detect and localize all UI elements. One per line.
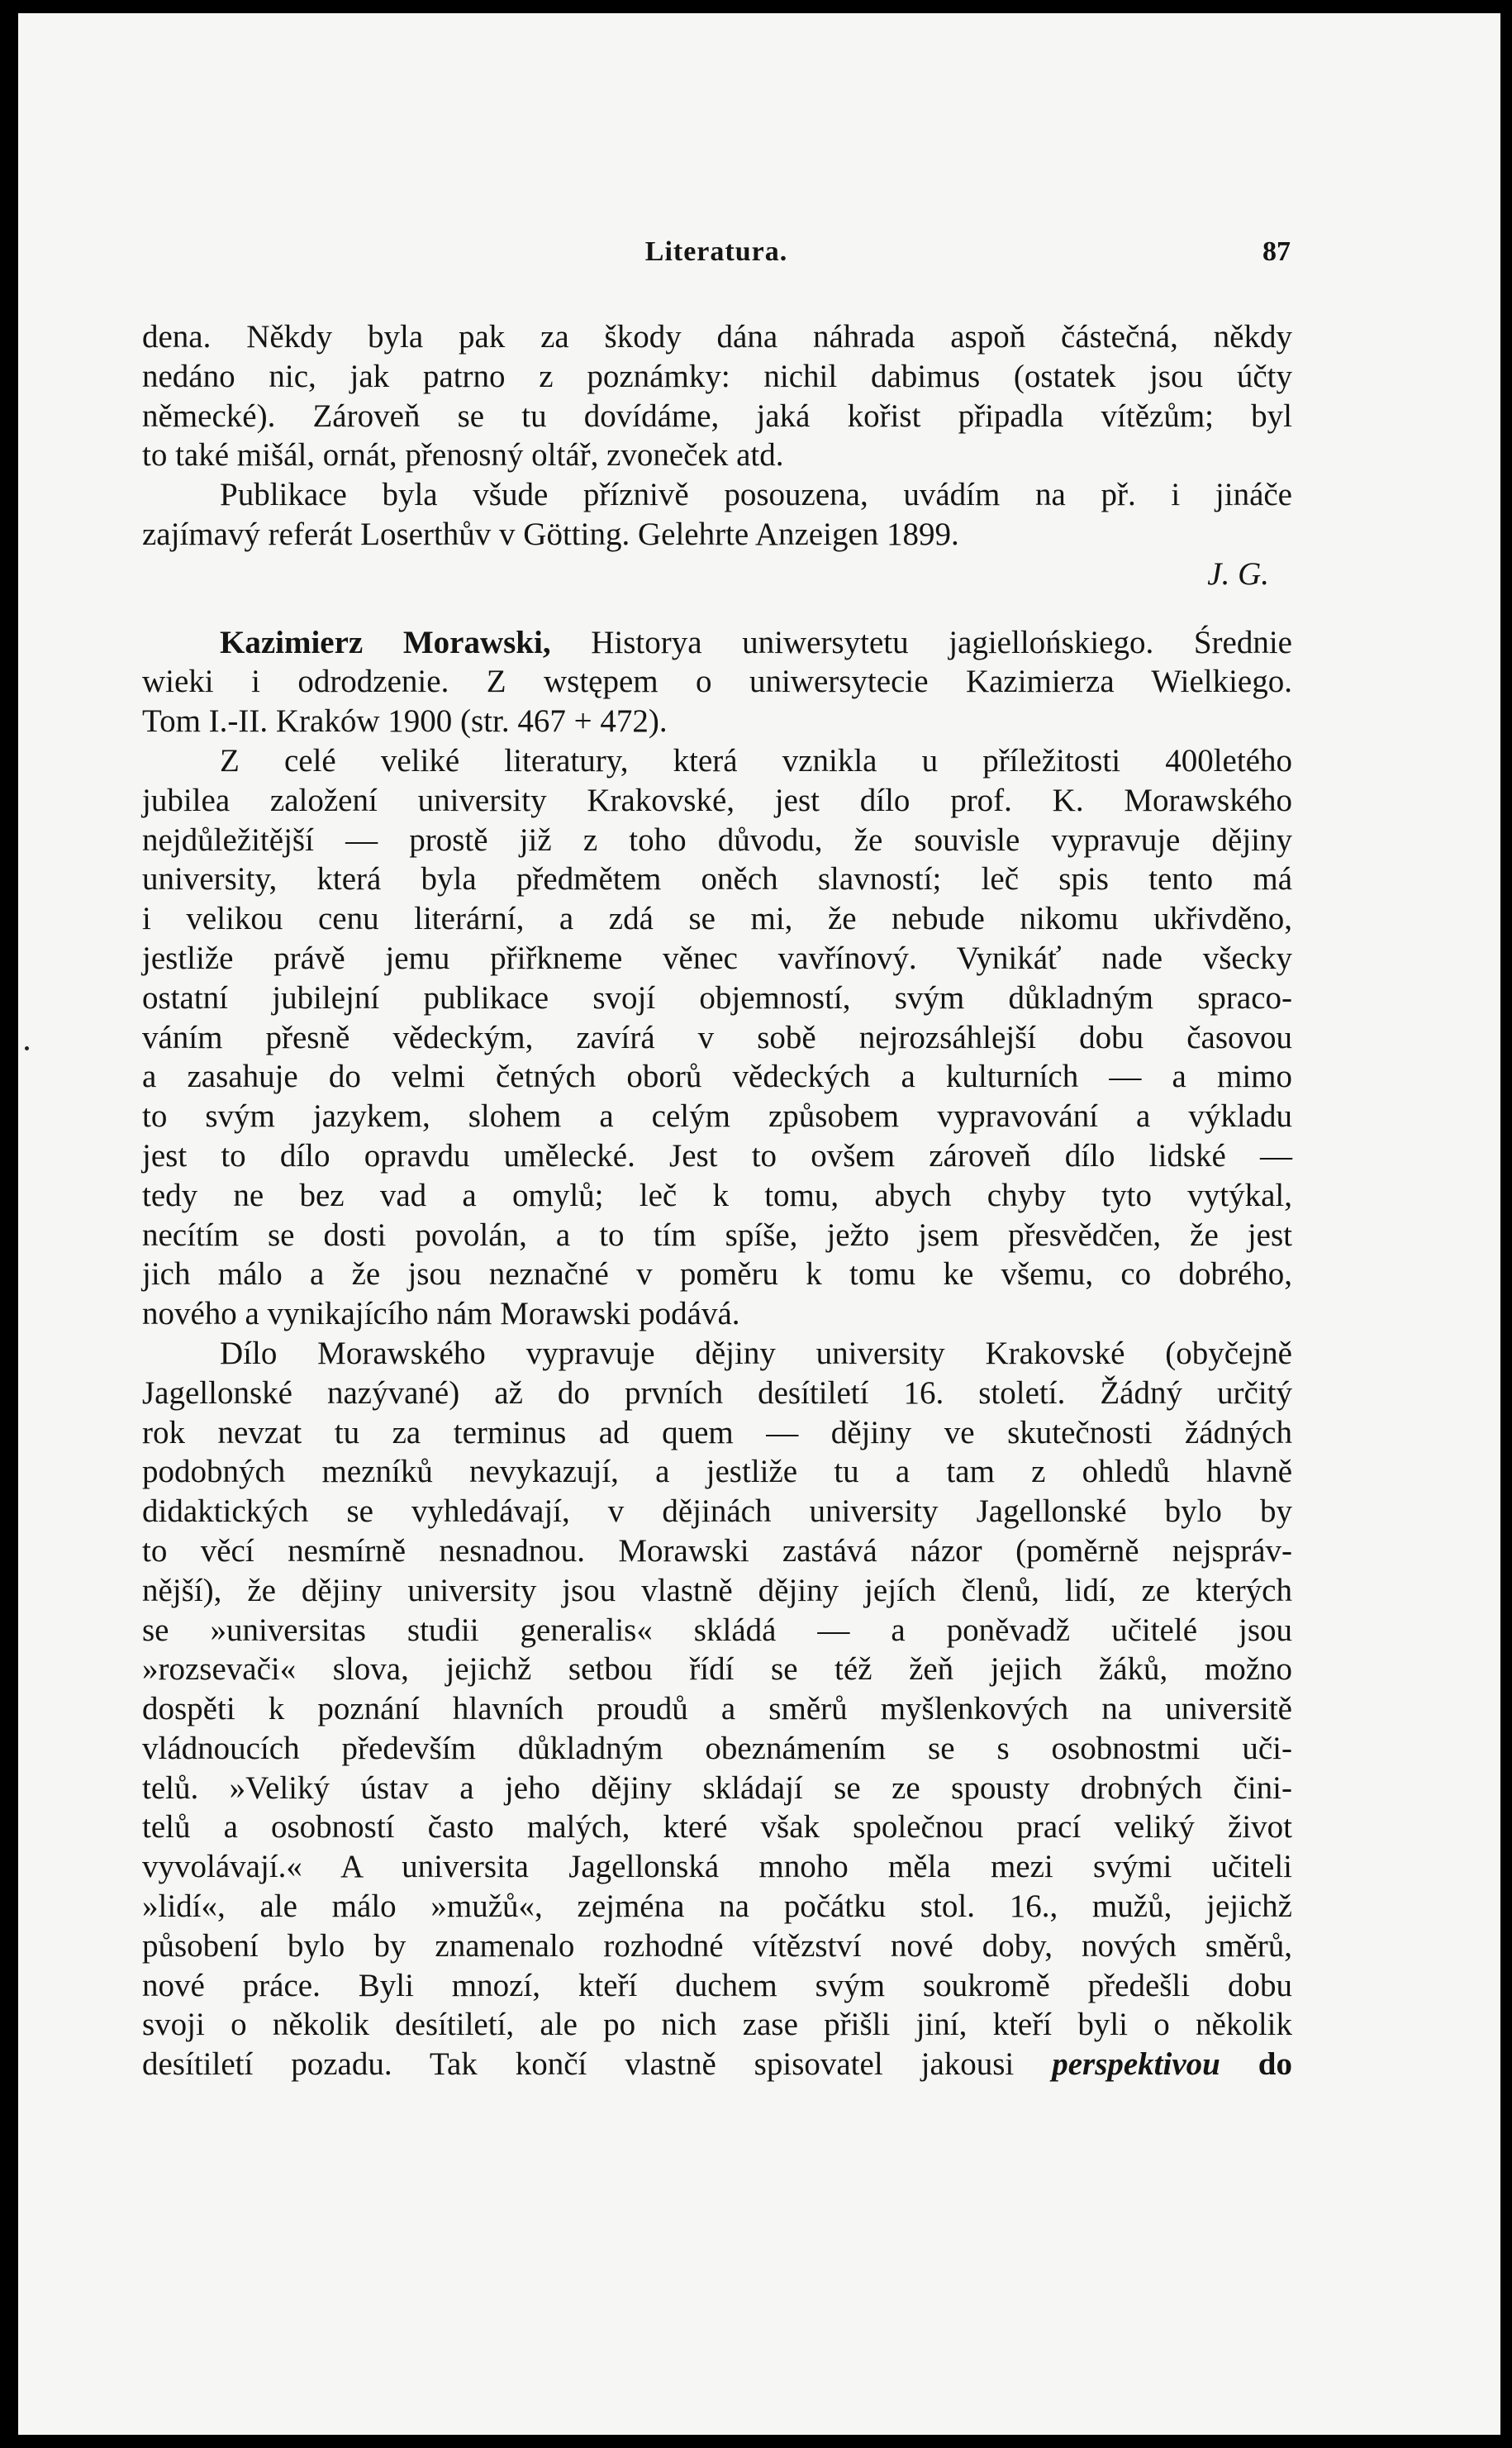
final-line-text: desítiletí pozadu. Tak končí vlastně spisovatel jakousi bbox=[142, 2046, 1015, 2083]
text-line: jest to dílo opravdu umělecké. Jest to ovšem zároveň dílo lidské — bbox=[142, 1137, 1292, 1174]
text-line: tedy ne bez vad a omylů; leč k tomu, abych chyby tyto vytýkal, bbox=[142, 1177, 1292, 1213]
book-page bbox=[18, 13, 1500, 2435]
scan-speck bbox=[25, 1046, 29, 1050]
text-line: dena. Někdy byla pak za škody dána náhrada aspoň částečná, někdy bbox=[142, 319, 1292, 355]
text-line: i velikou cenu literární, a zdá se mi, že nebude nikomu ukřivděno, bbox=[142, 901, 1292, 937]
page-number: 87 bbox=[1262, 236, 1291, 267]
text-line: vyvolávají.« A universita Jagellonská mnoho měla mezi svými učiteli bbox=[142, 1849, 1292, 1885]
text-line: se »universitas studii generalis« skládá — a poněvadž učitelé jsou bbox=[142, 1612, 1292, 1648]
text-line: to svým jazykem, slohem a celým způsobem vypravování a výkladu bbox=[142, 1098, 1292, 1135]
running-head bbox=[142, 236, 1291, 278]
text-line: nového a vynikajícího nám Morawski podává. bbox=[142, 1296, 740, 1332]
text-line: to také mišál, ornát, přenosný oltář, zvoneček atd. bbox=[142, 437, 784, 474]
text-line: nejdůležitější — prostě již z toho důvodu, že souvisle vypravuje dějiny bbox=[142, 822, 1292, 858]
text-line: nové práce. Byli mnozí, kteří duchem svým soukromě předešli dobu bbox=[142, 1967, 1292, 2003]
text-line: vládnoucích především důkladným obeznámením se s osobnostmi uči- bbox=[142, 1730, 1292, 1766]
text-line: ostatní jubilejní publikace svojí objemností, svým důkladným spraco- bbox=[142, 979, 1292, 1016]
text-line: zajímavý referát Loserthův v Götting. Gelehrte Anzeigen 1899. bbox=[142, 516, 959, 552]
running-title: Literatura. bbox=[644, 236, 788, 267]
reviewer-initials: J. G. bbox=[1207, 555, 1269, 592]
text-line: váním přesně vědeckým, zavírá v sobě nejrozsáhlejší dobu časovou bbox=[142, 1019, 1292, 1055]
review-citation-line: Kazimierz Morawski, Historya uniwersytetu jagiellońskiego. Średnie bbox=[220, 624, 1292, 660]
text-line: necítím se dosti povolán, a to tím spíše, ježto jsem přesvědčen, že jest bbox=[142, 1217, 1292, 1253]
italic-term: perspektivou bbox=[1052, 2046, 1220, 2083]
text-line: Z celé veliké literatury, která vznikla u příležitosti 400letého bbox=[220, 742, 1292, 779]
text-line: nedáno nic, jak patrno z poznámky: nichil dabimus (ostatek jsou účty bbox=[142, 358, 1292, 394]
section-gap bbox=[142, 594, 1292, 623]
text-line: didaktických se vyhledávají, v dějinách university Jagellonské bylo by bbox=[142, 1493, 1292, 1530]
text-line: a zasahuje do velmi četných oborů vědeckých a kulturních — a mimo bbox=[142, 1059, 1292, 1095]
text-line: university, která byla předmětem oněch slavností; leč spis tento má bbox=[142, 861, 1292, 898]
text-line: nější), že dějiny university jsou vlastně dějiny jejích členů, lidí, ze kterých bbox=[142, 1572, 1292, 1608]
final-word: do bbox=[1258, 2046, 1292, 2083]
text-line: rok nevzat tu za terminus ad quem — dějiny ve skutečnosti žádných bbox=[142, 1414, 1292, 1450]
text-line: to věcí nesmírně nesnadnou. Morawski zastává názor (poměrně nejspráv- bbox=[142, 1532, 1292, 1569]
text-line: Tom I.-II. Kraków 1900 (str. 467 + 472). bbox=[142, 703, 668, 740]
text-line: německé). Zároveň se tu dovídáme, jaká kořist připadla vítězům; byl bbox=[142, 398, 1292, 434]
text-line: telů. »Veliký ústav a jeho dějiny skládají se ze spousty drobných čini- bbox=[142, 1769, 1292, 1806]
text-line: »rozsevači« slova, jejichž setbou řídí se též žeň jejich žáků, možno bbox=[142, 1651, 1292, 1688]
text-line: svoji o několik desítiletí, ale po nich zase přišli jiní, kteří byli o několik bbox=[142, 2007, 1292, 2043]
body-text bbox=[142, 317, 1292, 2084]
text-line: wieki i odrodzenie. Z wstępem o uniwersytecie Kazimierza Wielkiego. bbox=[142, 664, 1292, 700]
text-line: jubilea založení university Krakovské, jest dílo prof. K. Morawského bbox=[142, 782, 1292, 818]
text-line: »lidí«, ale málo »mužů«, zejména na počátku stol. 16., mužů, jejichž bbox=[142, 1888, 1292, 1925]
text-line: Dílo Morawského vypravuje dějiny university Krakovské (obyčejně bbox=[220, 1335, 1292, 1371]
text-line: podobných mezníků nevykazují, a jestliže tu a tam z ohledů hlavně bbox=[142, 1454, 1292, 1490]
text-line-final bbox=[142, 2045, 1292, 2084]
text-line: dospěti k poznání hlavních proudů a směrů myšlenkových na universitě bbox=[142, 1691, 1292, 1727]
text-line: jestliže právě jemu přiřkneme věnec vavřínový. Vynikáť nade všecky bbox=[142, 940, 1292, 976]
text-line: působení bylo by znamenalo rozhodné vítězství nové doby, nových směrů, bbox=[142, 1927, 1292, 1964]
review-author: Kazimierz Morawski, bbox=[220, 624, 551, 660]
text-line: telů a osobností často malých, které však společnou prací veliký život bbox=[142, 1809, 1292, 1846]
text-line: jich málo a že jsou neznačné v poměru k tomu ke všemu, co dobrého, bbox=[142, 1256, 1292, 1293]
text-line: Jagellonské nazývané) až do prvních desítiletí 16. století. Žádný určitý bbox=[142, 1374, 1292, 1411]
text-line: Publikace byla všude příznivě posouzena, uvádím na př. i jináče bbox=[220, 477, 1292, 513]
